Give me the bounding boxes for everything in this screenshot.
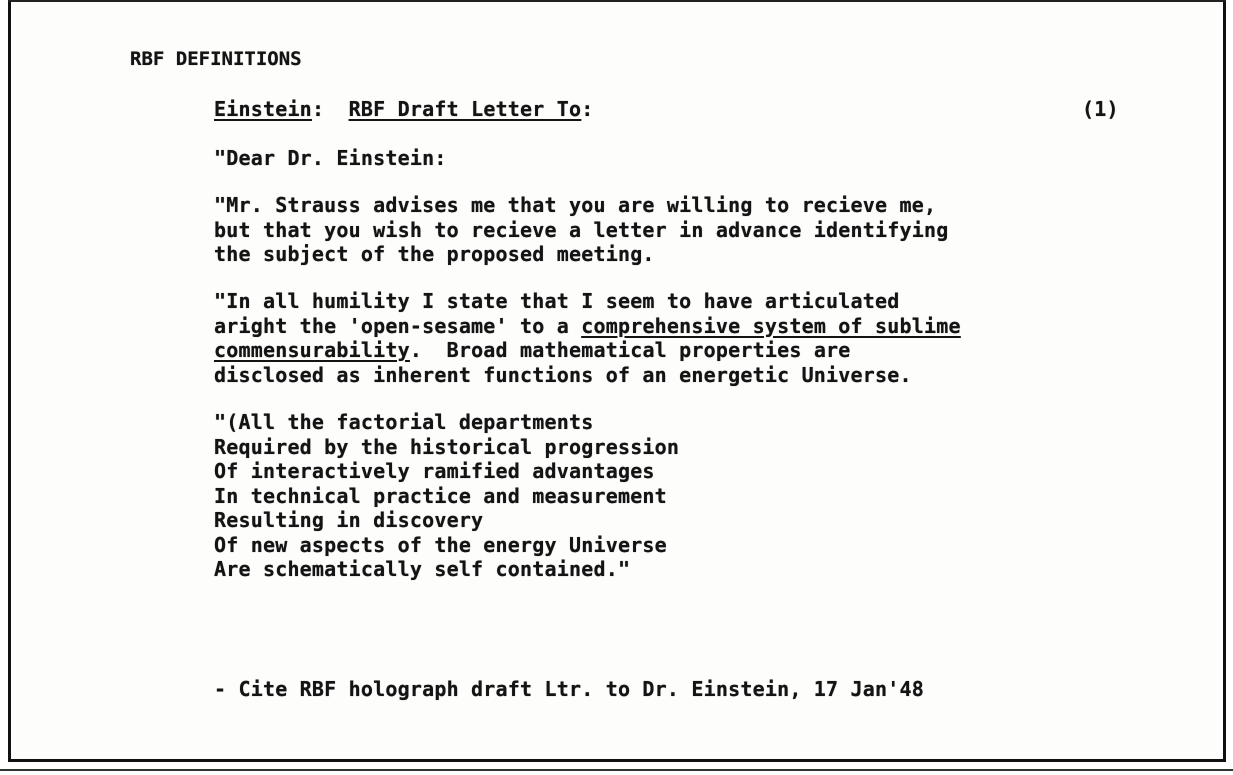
paragraph-1: [214, 193, 948, 267]
verse-line: "(All the factorial departments: [214, 410, 594, 434]
paragraph-2: [214, 289, 961, 387]
underlined-phrase: commensurability: [214, 338, 410, 362]
verse-line: Resulting in discovery: [214, 508, 484, 532]
paragraph-2-line: "In all humility I state that I seem to have articulated: [214, 289, 900, 313]
next-card-edge: [0, 769, 1233, 771]
verse-line: In technical practice and measurement: [214, 483, 667, 508]
underlined-phrase: comprehensive system of sublime: [581, 313, 961, 338]
paragraph-1-line: the subject of the proposed meeting.: [214, 242, 655, 266]
paragraph-2-text: aright the 'open-sesame' to a: [214, 313, 582, 338]
paragraph-2-line: [214, 314, 961, 339]
paragraph-2-text: . Broad mathematical properties are: [409, 338, 851, 362]
paragraph-1-line: "Mr. Strauss advises me that you are willing to recieve me,: [214, 193, 937, 217]
entry-term: Einstein: [214, 97, 312, 121]
verse-line: Of new aspects of the energy Universe: [214, 532, 667, 557]
paragraph-2-line: [214, 338, 961, 363]
paragraph-2-line: disclosed as inherent functions of an energetic Universe.: [214, 362, 912, 387]
card-heading: RBF DEFINITIONS: [130, 48, 302, 70]
citation: - Cite RBF holograph draft Ltr. to Dr. Einstein, 17 Jan'48: [214, 677, 924, 701]
entry-colon: :: [311, 97, 337, 121]
verse-line: Of interactively ramified advantages: [214, 459, 655, 483]
card-top-edge: [8, 0, 1226, 2]
verse-line: Required by the historical progression: [214, 434, 680, 459]
entry-source-colon: :: [581, 97, 594, 121]
verse-block: [214, 410, 679, 582]
verse-line: Are schematically self contained.": [214, 557, 631, 581]
entry-source: RBF Draft Letter To: [348, 97, 582, 121]
salutation: "Dear Dr. Einstein:: [214, 146, 447, 170]
entry-title-row: [214, 97, 594, 122]
paragraph-1-line: but that you wish to recieve a letter in advance identifying: [214, 217, 949, 242]
page-number: (1): [1082, 97, 1119, 121]
